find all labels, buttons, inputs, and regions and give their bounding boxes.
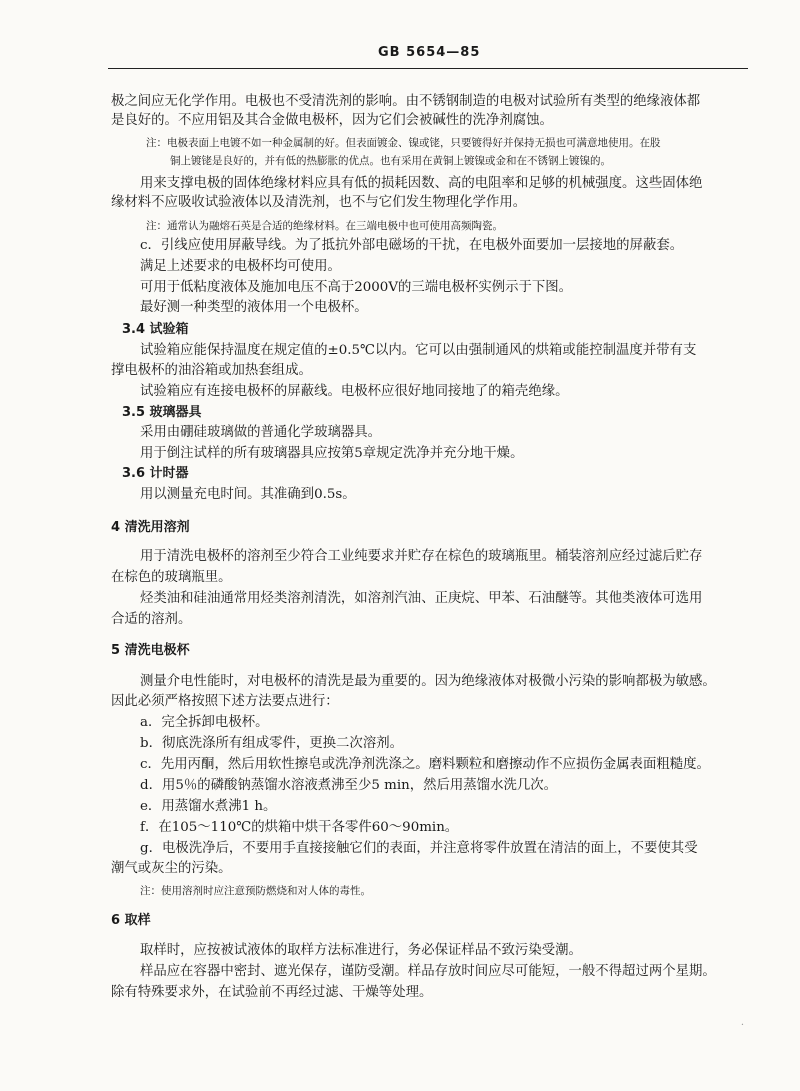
section-heading: 4 清洗用溶剂	[111, 520, 190, 535]
body-line: 撑电极杯的油浴箱或加热套组成。	[111, 363, 312, 378]
subsection-heading: 3.5 玻璃器具	[122, 405, 202, 420]
list-item: c．先用丙酮，然后用软性擦皂或洗净剂洗涤之。磨料颗粒和磨擦动作不应损伤金属表面粗糙度。	[140, 757, 710, 772]
body-line: 最好测一种类型的液体用一个电极杯。	[140, 300, 368, 315]
body-line: 采用由硼硅玻璃做的普通化学玻璃器具。	[140, 425, 382, 440]
body-line: 极之间应无化学作用。电极也不受清洗剂的影响。由不锈钢制造的电极对试验所有类型的绝缘液体都	[111, 94, 701, 109]
subsection-heading: 3.4 试验箱	[122, 322, 189, 337]
note-line: 注：使用溶剂时应注意预防燃烧和对人体的毒性。	[140, 885, 371, 897]
body-line: 取样时，应按被试液体的取样方法标准进行，务必保证样品不致污染受潮。	[140, 943, 582, 958]
body-line: 是良好的。不应用铝及其合金做电极杯，因为它们会被碱性的洗净剂腐蚀。	[111, 113, 553, 128]
header-rule	[108, 68, 748, 69]
body-line: 可用于低粘度液体及施加电压不高于2000V的三端电极杯实例示于下图。	[140, 280, 573, 295]
body-line: 在棕色的玻璃瓶里。	[111, 570, 232, 585]
body-line: 缘材料不应吸收试验液体以及清洗剂，也不与它们发生物理化学作用。	[111, 195, 527, 210]
body-line: 试验箱应能保持温度在规定值的±0.5℃以内。它可以由强制通风的烘箱或能控制温度并带有支	[140, 343, 697, 358]
list-item: b．彻底洗涤所有组成零件，更换二次溶剂。	[140, 736, 403, 751]
body-line: 用于清洗电极杯的溶剂至少符合工业纯要求并贮存在棕色的玻璃瓶里。桶装溶剂应经过滤后贮存	[140, 549, 703, 564]
body-line: 合适的溶剂。	[111, 612, 192, 627]
body-line: 除有特殊要求外，在试验前不再经过滤、干燥等处理。	[111, 985, 433, 1000]
body-line: 满足上述要求的电极杯均可使用。	[140, 259, 341, 274]
note-line: 铜上镀铑是良好的，并有低的热膨胀的优点。也有采用在黄铜上镀镍或金和在不锈钢上镀镍的。	[170, 155, 611, 167]
list-item: g．电极洗净后，不要用手直接接触它们的表面，并注意将零件放置在清洁的面上，不要使其受	[140, 841, 698, 856]
body-line: 用于倒注试样的所有玻璃器具应按第5章规定洗净并充分地干燥。	[140, 446, 524, 461]
body-line: 试验箱应有连接电极杯的屏蔽线。电极杯应很好地同接地了的箱壳绝缘。	[140, 384, 569, 399]
body-line: c．引线应使用屏蔽导线。为了抵抗外部电磁场的干扰，在电极外面要加一层接地的屏蔽套。	[140, 238, 684, 253]
list-item: a．完全拆卸电极杯。	[140, 715, 269, 730]
scan-mark: ·	[740, 1020, 744, 1031]
list-item: d．用5％的磷酸钠蒸馏水溶液煮沸至少5 min，然后用蒸馏水洗几次。	[140, 778, 558, 793]
body-line: 用来支撑电极的固体绝缘材料应具有低的损耗因数、高的电阻率和足够的机械强度。这些固体绝	[140, 176, 703, 191]
body-line: 烃类油和硅油通常用烃类溶剂清洗，如溶剂汽油、正庚烷、甲苯、石油醚等。其他类液体可选用	[140, 591, 703, 606]
list-item: f．在105～110℃的烘箱中烘干各零件60～90min。	[140, 820, 459, 835]
body-line: 测量介电性能时，对电极杯的清洗是最为重要的。因为绝缘液体对极微小污染的影响都极为敏感。	[140, 674, 716, 689]
subsection-heading: 3.6 计时器	[122, 466, 189, 481]
note-line: 注：通常认为融熔石英是合适的绝缘材料。在三端电极中也可使用高频陶瓷。	[146, 220, 503, 232]
body-line: 用以测量充电时间。其准确到0.5s。	[140, 487, 356, 502]
body-line: 因此必须严格按照下述方法要点进行：	[111, 694, 339, 709]
section-heading: 6 取样	[111, 913, 151, 928]
note-line: 注：电极表面上电镀不如一种金属制的好。但表面镀金、镍或铑，只要镀得好并保持无损也可满意地使用。在股	[146, 137, 661, 149]
body-line: 潮气或灰尘的污染。	[111, 861, 232, 876]
body-line: 样品应在容器中密封、遮光保存，谨防受潮。样品存放时间应尽可能短，一般不得超过两个星期。	[140, 964, 716, 979]
list-item: e．用蒸馏水煮沸1 h。	[140, 799, 277, 814]
section-heading: 5 清洗电极杯	[111, 643, 190, 658]
standard-number: GB 5654—85	[378, 45, 481, 60]
